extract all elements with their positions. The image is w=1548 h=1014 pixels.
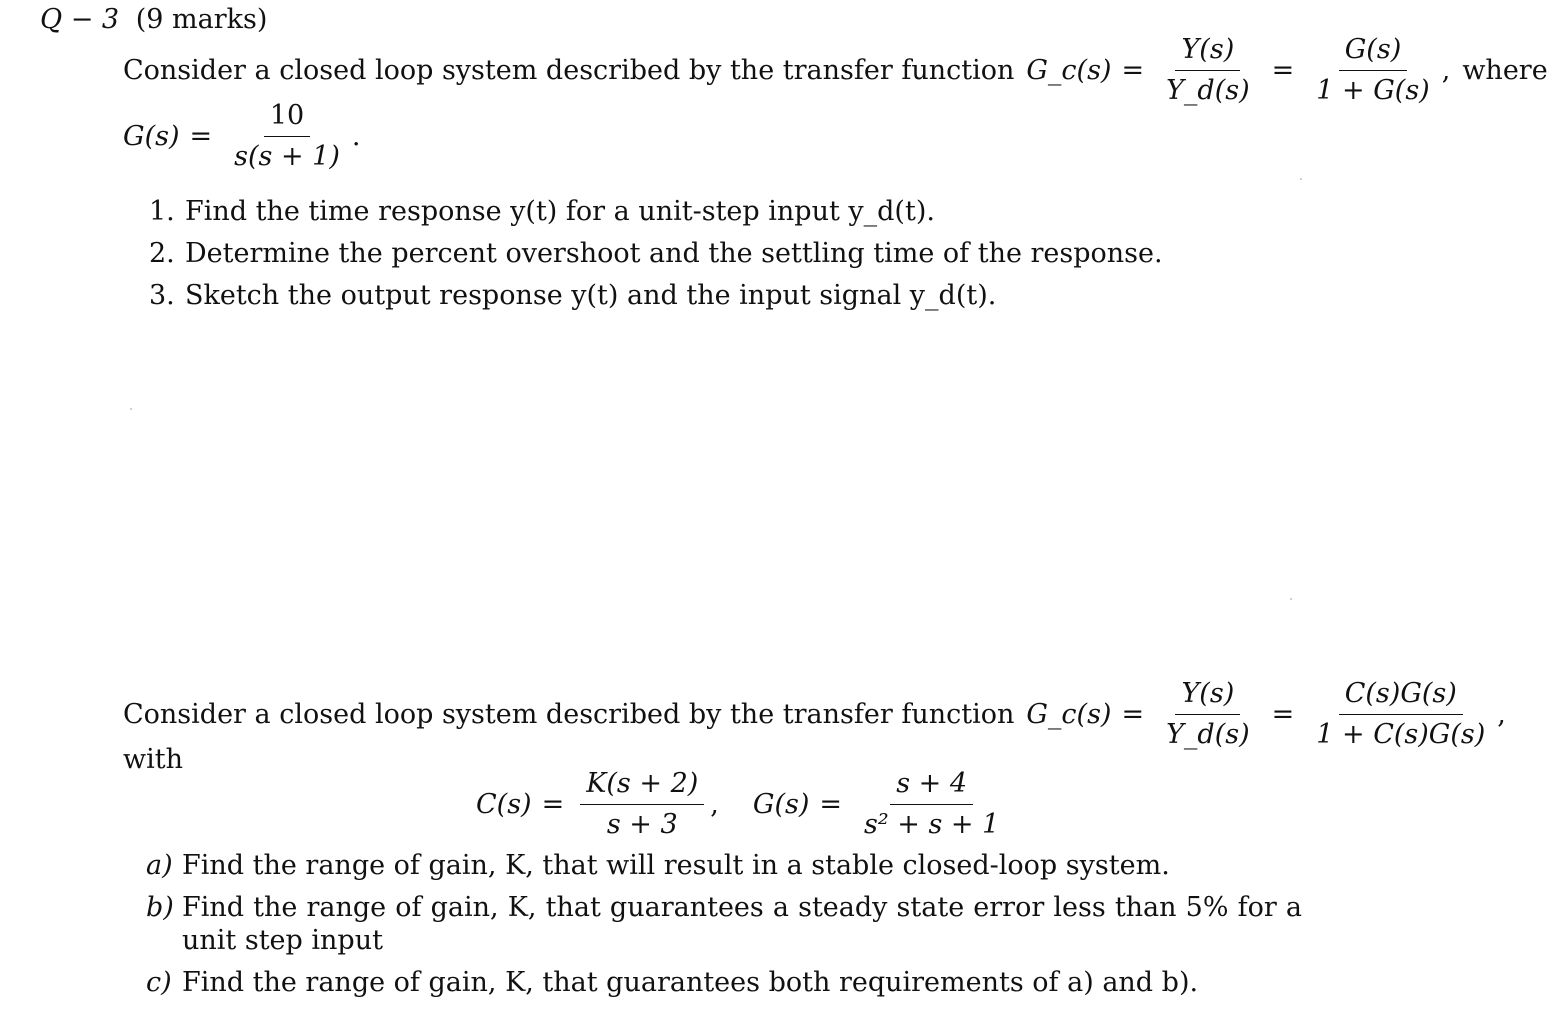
q4-tf-frac1-numerator: Y(s) [1175,678,1240,715]
q4-with-text: with [123,744,183,775]
q3-tf-fraction-2 [1310,34,1435,108]
list-item-label: 1. [149,196,175,227]
q3-plant-denominator: s(s + 1) [234,141,340,173]
q4-item-list [146,850,1316,1000]
q3-intro-text: Consider a closed loop system described by the transfer function [123,54,1015,86]
q3-tf-frac2-denominator: 1 + G(s) [1316,75,1430,107]
q4-tf-frac2-denominator: 1 + C(s)G(s) [1316,719,1486,751]
q4-controller-fraction [580,768,704,842]
question-number: Q − 3 [40,4,120,35]
list-item [146,967,1316,999]
q4-tf-fraction-2 [1310,678,1491,752]
q4-plant-denominator: s² + s + 1 [864,809,1000,841]
q4-controller-lhs: C(s) [476,788,532,820]
q4-tf-frac1-denominator: Y_d(s) [1166,719,1250,751]
question-marks: (9 marks) [135,4,268,35]
q4-controller-numerator: K(s + 2) [580,768,704,805]
q3-plant-fraction [228,100,346,174]
list-item-label: a) [146,850,173,881]
list-item-text: Determine the percent overshoot and the settling time of the response. [185,238,1163,269]
list-item [149,238,1163,280]
q3-tf-fraction-1 [1160,34,1256,108]
q3-item-list [149,196,1163,322]
q4-controller-plant-equations: C(s) = $\frac{K(s + 2)}{s + 3}$ , G(s) = $\frac{s + 4}{\text{s² + s + 1}}$ [476,768,1011,842]
question-heading [40,4,267,36]
q4-plant-lhs: G(s) [752,788,810,820]
q3-tf-lhs: G_c(s) [1026,54,1112,86]
q3-tf-frac1-numerator: Y(s) [1175,34,1240,71]
scan-speck [130,408,132,410]
q3-intro-line: Consider a closed loop system described by the transfer function G_c(s) = $\frac{Y(s)}{Y\_d(s)}$ = $\frac{G(s)}{1 + G(s)}$ , where [123,34,1548,107]
list-item-label: 3. [149,280,175,311]
list-item-label: c) [146,967,172,999]
q3-plant-lhs: G(s) [123,120,180,152]
list-item [146,892,1316,957]
q3-tf-frac1-denominator: Y_d(s) [1166,75,1250,107]
list-item-label: b) [146,892,174,924]
q4-controller-denominator: s + 3 [606,809,678,841]
q3-where-text: where [1462,54,1548,86]
list-item-label: 2. [149,238,175,269]
scan-speck [1290,598,1292,600]
list-item-text: Find the range of gain, K, that guarantees both requirements of a) and b). [182,967,1199,999]
q4-plant-numerator: s + 4 [890,768,973,805]
q4-intro-text: Consider a closed loop system described by the transfer function [123,698,1015,730]
q4-tf-fraction-1 [1160,678,1256,752]
list-item-text: Find the time response y(t) for a unit-step input y_d(t). [185,196,935,227]
list-item [149,196,1163,238]
scan-speck [1300,178,1302,180]
q4-tf-frac2-numerator: C(s)G(s) [1339,678,1463,715]
q4-plant-fraction [858,768,1005,842]
list-item-text: Sketch the output response y(t) and the input signal y_d(t). [185,280,997,311]
q4-tf-lhs: G_c(s) [1026,698,1112,730]
list-item [146,850,1316,882]
q4-intro-line: Consider a closed loop system described by the transfer function G_c(s) = $\frac{Y(s)}{Y\_d(s)}$ = $\frac{C(s)G(s)}{1 + C(s)G(s)}$ , [123,678,1506,751]
q3-plant-equation: G(s) = $\frac{10}{s(s + 1)}$ . [123,100,361,173]
list-item-text: Find the range of gain, K, that will result in a stable closed-loop system. [182,850,1170,881]
list-item [149,280,1163,322]
list-item-text: Find the range of gain, K, that guarantees a steady state error less than 5% for a unit step input [182,892,1302,956]
q3-tf-frac2-numerator: G(s) [1339,34,1408,71]
q3-plant-numerator: 10 [264,100,310,137]
